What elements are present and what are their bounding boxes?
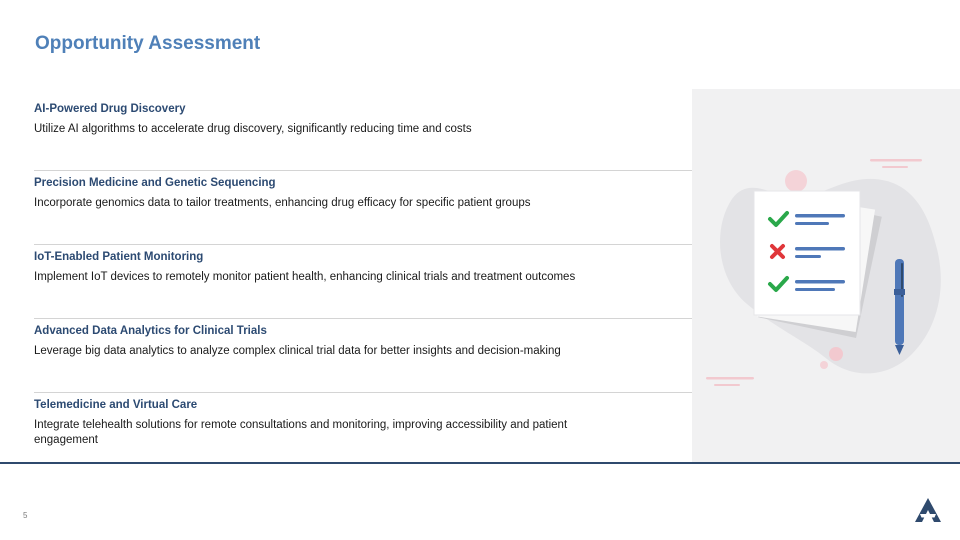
list-line [795, 222, 829, 225]
list-line [795, 247, 845, 251]
decor-circle [820, 361, 828, 369]
footer-rule [0, 462, 960, 464]
list-line [795, 280, 845, 284]
opportunity-list [34, 97, 692, 467]
list-line [795, 255, 821, 258]
decor-circle [785, 170, 807, 192]
logo [914, 497, 942, 523]
list-item [34, 97, 692, 171]
item-title: Telemedicine and Virtual Care [34, 399, 198, 411]
decor-dash [870, 159, 922, 162]
item-description: Leverage big data analytics to analyze complex clinical trial data for better insights and decision-making [34, 345, 561, 357]
paper-front [754, 191, 860, 315]
decor-dash [714, 384, 740, 386]
item-description: Implement IoT devices to remotely monitor patient health, enhancing clinical trials and treatment outcomes [34, 271, 576, 283]
page-number: 5 [23, 511, 28, 520]
checklist-illustration-svg [692, 89, 960, 463]
item-title: AI-Powered Drug Discovery [34, 103, 186, 115]
list-line [795, 288, 835, 291]
checklist-illustration [692, 89, 960, 463]
decor-dash [706, 377, 754, 380]
item-title: Precision Medicine and Genetic Sequencing [34, 177, 276, 189]
pen-icon [894, 259, 905, 355]
item-description: Integrate telehealth solutions for remote consultations and monitoring, improving accessibility and patient engagement [34, 419, 568, 446]
logo-icon [914, 497, 942, 523]
list-item [34, 171, 692, 245]
item-description: Incorporate genomics data to tailor treatments, enhancing drug efficacy for specific patient groups [34, 197, 531, 209]
decor-dash [882, 166, 908, 168]
item-title: Advanced Data Analytics for Clinical Trials [34, 325, 267, 337]
list-item [34, 245, 692, 319]
page-title: Opportunity Assessment [35, 33, 261, 54]
list-item [34, 319, 692, 393]
item-description: Utilize AI algorithms to accelerate drug discovery, significantly reducing time and costs [34, 123, 472, 135]
item-title: IoT-Enabled Patient Monitoring [34, 251, 204, 263]
decor-circle [829, 347, 843, 361]
list-item [34, 393, 692, 467]
list-line [795, 214, 845, 218]
